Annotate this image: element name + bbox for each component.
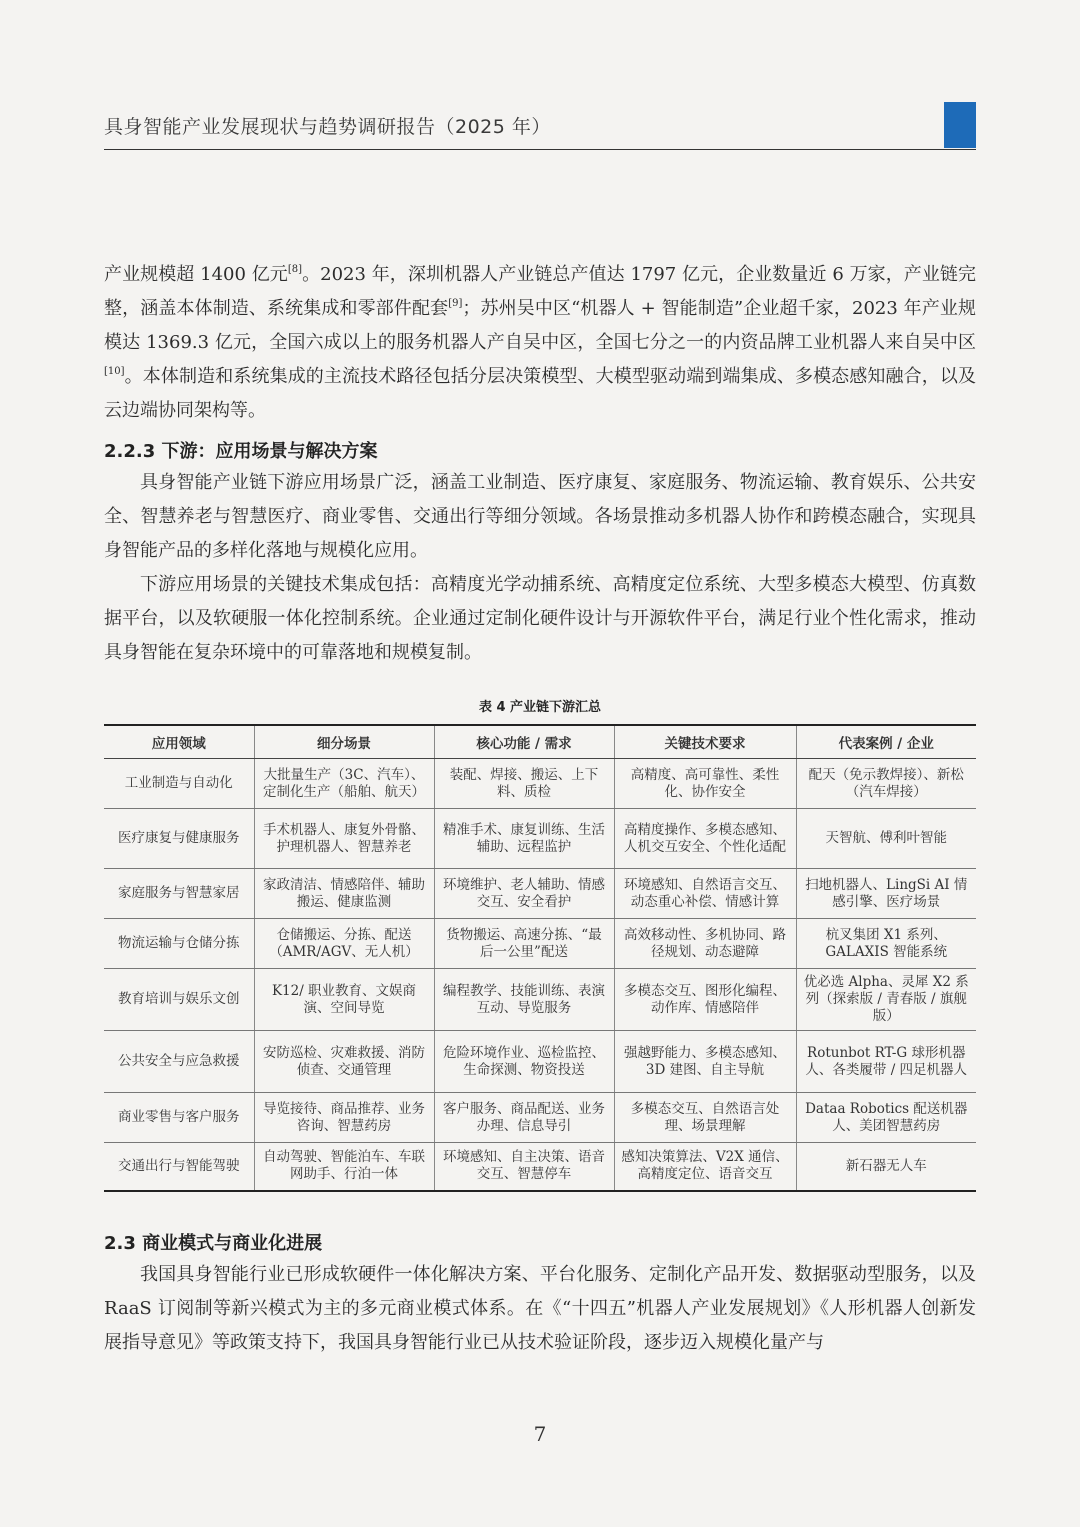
table-cell: 安防巡检、灾难救援、消防侦查、交通管理 — [254, 1031, 434, 1093]
table-caption: 表 4 产业链下游汇总 — [478, 700, 602, 715]
table-cell: 环境维护、老人辅助、情感交互、安全看护 — [434, 869, 614, 919]
table-cell: 高精度操作、多模态感知、人机交互安全、个性化适配 — [614, 809, 796, 869]
table-cell: 仓储搬运、分拣、配送（AMR/AGV、无人机） — [254, 919, 434, 969]
table-row — [104, 869, 976, 919]
table-cell: 交通出行与智能驾驶 — [104, 1143, 254, 1191]
table-row — [104, 1031, 976, 1093]
table-row — [104, 759, 976, 809]
column-header-function: 核心功能 / 需求 — [434, 725, 614, 759]
header-divider — [104, 149, 976, 150]
table-cell: K12/ 职业教育、文娱商演、空间导览 — [254, 969, 434, 1031]
table-header-row — [104, 725, 976, 759]
table-cell: 大批量生产（3C、汽车）、定制化生产（船舶、航天） — [254, 759, 434, 809]
table-cell: 优必选 Alpha、灵犀 X2 系列（探索版 / 青春版 / 旗舰版） — [796, 969, 976, 1031]
section-2-2-3-body — [104, 466, 976, 670]
table-cell: 物流运输与仓储分拣 — [104, 919, 254, 969]
table-row — [104, 1143, 976, 1191]
intro-text-2: 。2023 年，深圳机器人产业链总产值达 1797 亿元，企业数量近 6 万家，产业链完整，涵盖本体制造、系统集成和零部件配套 — [104, 264, 976, 319]
table-cell: 多模态交互、图形化编程、动作库、情感陪伴 — [614, 969, 796, 1031]
intro-text-3: ；苏州吴中区“机器人 + 智能制造”企业超千家，2023 年产业规模达 1369.3 亿元，全国六成以上的服务机器人产自吴中区，全国七分之一的内资品牌工业机器人来自吴中区 — [104, 298, 976, 353]
table-cell: 自动驾驶、智能泊车、车联网助手、行泊一体 — [254, 1143, 434, 1191]
table-cell: 客户服务、商品配送、业务办理、信息导引 — [434, 1093, 614, 1143]
intro-text-4: 。本体制造和系统集成的主流技术路径包括分层决策模型、大模型驱动端到端集成、多模态感知融合，以及云边端协同架构等。 — [104, 366, 976, 421]
table-cell: 装配、焊接、搬运、上下料、质检 — [434, 759, 614, 809]
section-2-3-body — [104, 1258, 976, 1360]
table-cell: 医疗康复与健康服务 — [104, 809, 254, 869]
downstream-summary-table — [104, 724, 976, 1192]
table-cell: 环境感知、自然语言交互、动态重心补偿、情感计算 — [614, 869, 796, 919]
citation-10: [10] — [104, 366, 125, 377]
table-cell: 配天（免示教焊接）、新松（汽车焊接） — [796, 759, 976, 809]
column-header-cases: 代表案例 / 企业 — [796, 725, 976, 759]
column-header-scenario: 细分场景 — [254, 725, 434, 759]
table-cell: 扫地机器人、LingSi AI 情感引擎、医疗场景 — [796, 869, 976, 919]
header-accent-block — [944, 102, 976, 148]
table-cell: 公共安全与应急救援 — [104, 1031, 254, 1093]
section-2-2-3-paragraph-1: 具身智能产业链下游应用场景广泛，涵盖工业制造、医疗康复、家庭服务、物流运输、教育娱乐、公共安全、智慧养老与智慧医疗、商业零售、交通出行等细分领域。各场景推动多机器人协作和跨模态融合，实现具身智能产品的多样化落地与规模化应用。 — [104, 472, 976, 561]
section-2-3-heading: 2.3 商业模式与商业化进展 — [104, 1233, 323, 1254]
table-cell: 环境感知、自主决策、语音交互、智慧停车 — [434, 1143, 614, 1191]
table-cell: 导览接待、商品推荐、业务咨询、智慧药房 — [254, 1093, 434, 1143]
citation-8: [8] — [287, 264, 303, 275]
table-row — [104, 919, 976, 969]
table-row — [104, 809, 976, 869]
table-cell: 感知决策算法、V2X 通信、高精度定位、语音交互 — [614, 1143, 796, 1191]
section-2-2-3-heading: 2.2.3 下游：应用场景与解决方案 — [104, 441, 378, 462]
table-cell: Rotunbot RT-G 球形机器人、各类履带 / 四足机器人 — [796, 1031, 976, 1093]
table-cell: 工业制造与自动化 — [104, 759, 254, 809]
column-header-tech: 关键技术要求 — [614, 725, 796, 759]
table-cell: 商业零售与客户服务 — [104, 1093, 254, 1143]
table-cell: 货物搬运、高速分拣、“最后一公里”配送 — [434, 919, 614, 969]
table-cell: 高效移动性、多机协同、路径规划、动态避障 — [614, 919, 796, 969]
column-header-domain: 应用领域 — [104, 725, 254, 759]
table-cell: 手术机器人、康复外骨骼、护理机器人、智慧养老 — [254, 809, 434, 869]
intro-paragraph — [104, 258, 976, 428]
intro-text-1: 产业规模超 1400 亿元 — [104, 264, 288, 285]
table-cell: 天智航、傅利叶智能 — [796, 809, 976, 869]
page-number: 7 — [533, 1422, 547, 1446]
table-cell: 多模态交互、自然语言处理、场景理解 — [614, 1093, 796, 1143]
section-2-2-3-paragraph-2: 下游应用场景的关键技术集成包括：高精度光学动捕系统、高精度定位系统、大型多模态大模型、仿真数据平台，以及软硬服一体化控制系统。企业通过定制化硬件设计与开源软件平台，满足行业个性化需求，推动具身智能在复杂环境中的可靠落地和规模复制。 — [104, 574, 976, 663]
table-cell: 编程教学、技能训练、表演互动、导览服务 — [434, 969, 614, 1031]
table-row — [104, 969, 976, 1031]
table-cell: 新石器无人车 — [796, 1143, 976, 1191]
table-cell: 家庭服务与智慧家居 — [104, 869, 254, 919]
table-cell: 教育培训与娱乐文创 — [104, 969, 254, 1031]
section-2-3-paragraph-1: 我国具身智能行业已形成软硬件一体化解决方案、平台化服务、定制化产品开发、数据驱动型服务，以及 RaaS 订阅制等新兴模式为主的多元商业模式体系。在《“十四五”机器人产业发展规划》《人形机器人创新发展指导意见》等政策支持下，我国具身智能行业已从技术验证阶段，逐步迈入规模化量产与 — [104, 1264, 976, 1353]
table-cell: 危险环境作业、巡检监控、生命探测、物资投送 — [434, 1031, 614, 1093]
table-cell: 精准手术、康复训练、生活辅助、远程监护 — [434, 809, 614, 869]
table-cell: 高精度、高可靠性、柔性化、协作安全 — [614, 759, 796, 809]
report-header-title: 具身智能产业发展现状与趋势调研报告（2025 年） — [104, 116, 551, 138]
table-row — [104, 1093, 976, 1143]
table-cell: Dataa Robotics 配送机器人、美团智慧药房 — [796, 1093, 976, 1143]
table-cell: 家政清洁、情感陪伴、辅助搬运、健康监测 — [254, 869, 434, 919]
table-cell: 杭叉集团 X1 系列、GALAXIS 智能系统 — [796, 919, 976, 969]
citation-9: [9] — [448, 298, 463, 309]
table-cell: 强越野能力、多模态感知、3D 建图、自主导航 — [614, 1031, 796, 1093]
